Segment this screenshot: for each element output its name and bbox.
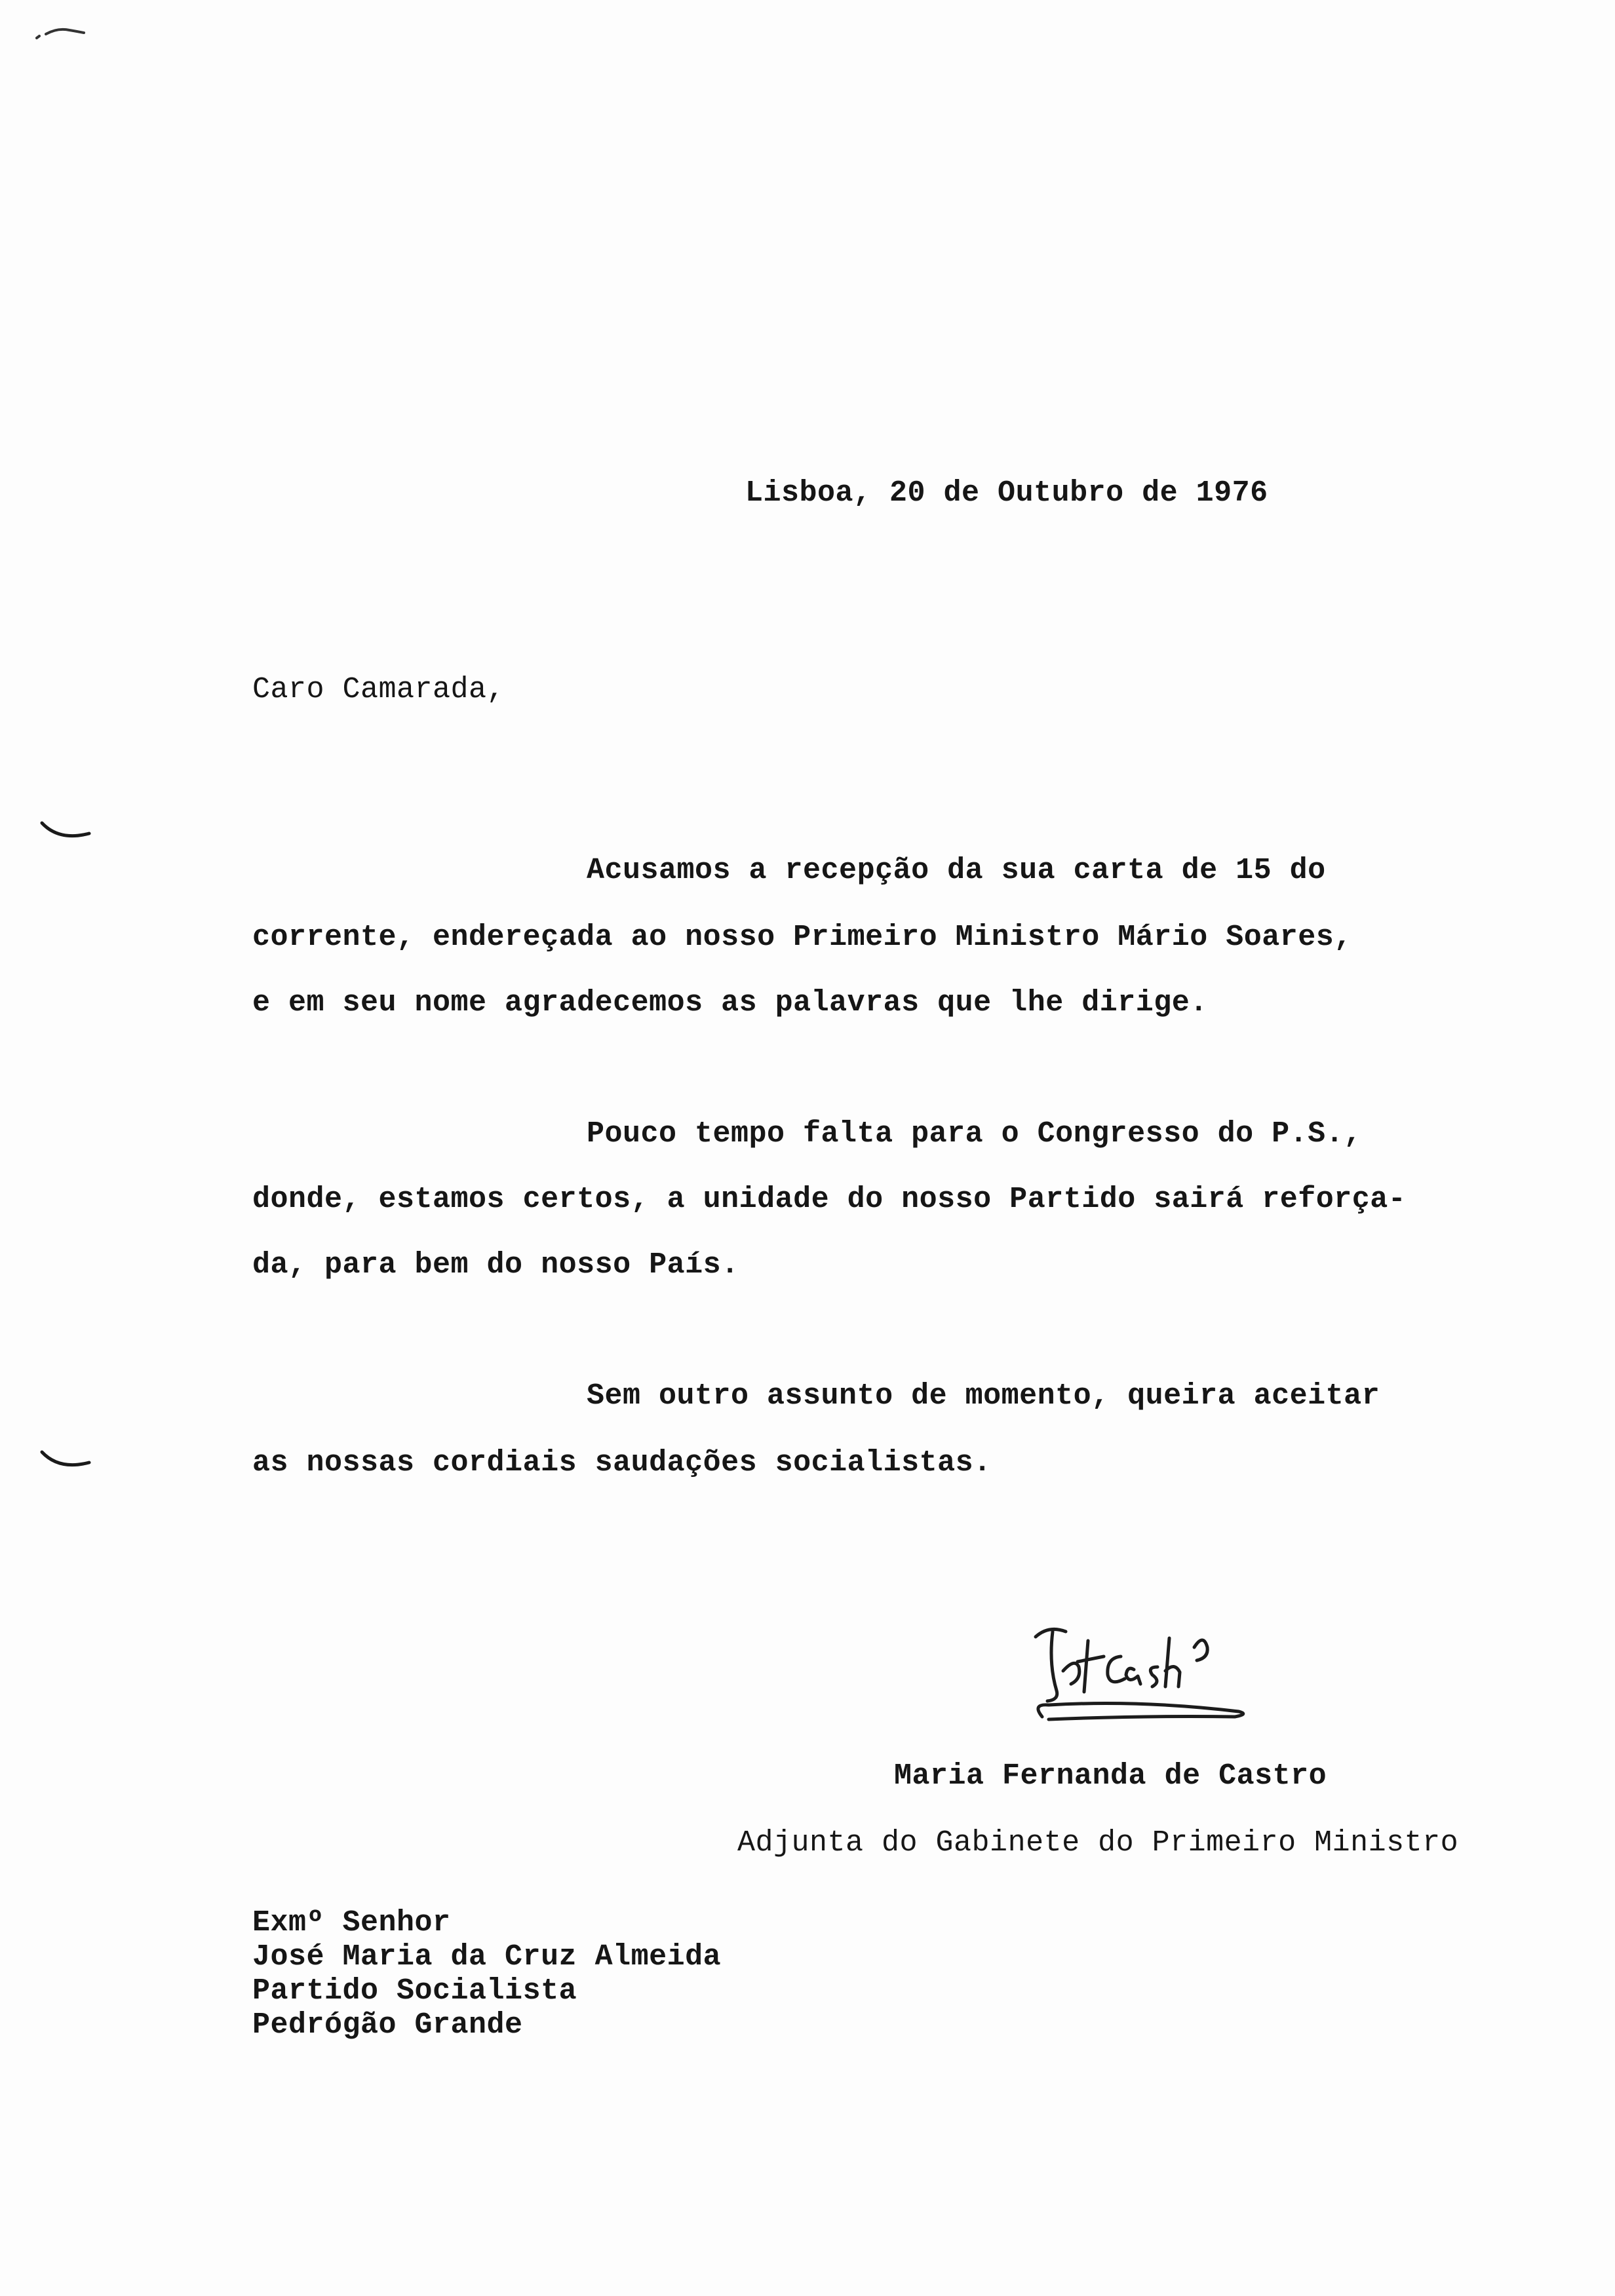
addressee-line-2: José Maria da Cruz Almeida — [252, 1940, 722, 1974]
handwritten-signature-icon — [1022, 1618, 1272, 1736]
date-line: Lisboa, 20 de Outubro de 1976 — [745, 476, 1268, 510]
paragraph-3-line-2: as nossas cordiais saudações socialistas. — [252, 1446, 992, 1480]
addressee-line-4: Pedrógão Grande — [252, 2008, 523, 2042]
scan-speck — [31, 18, 90, 45]
addressee-line-3: Partido Socialista — [252, 1974, 577, 2008]
paragraph-1-line-2: corrente, endereçada ao nosso Primeiro Ministro Mário Soares, — [252, 921, 1352, 954]
addressee-line-1: Exmº Senhor — [252, 1906, 451, 1940]
salutation: Caro Camarada, — [252, 673, 505, 706]
punch-hole-mark-top — [39, 819, 92, 845]
paragraph-2-line-2: donde, estamos certos, a unidade do nosso Partido sairá reforça- — [252, 1183, 1407, 1216]
paragraph-3-line-1: Sem outro assunto de momento, queira aceitar — [587, 1379, 1380, 1413]
paragraph-2-line-1: Pouco tempo falta para o Congresso do P.S., — [587, 1117, 1362, 1151]
signatory-title: Adjunta do Gabinete do Primeiro Ministro — [737, 1826, 1459, 1860]
signatory-name: Maria Fernanda de Castro — [894, 1759, 1327, 1793]
punch-hole-mark-bottom — [39, 1448, 92, 1474]
paragraph-1-line-1: Acusamos a recepção da sua carta de 15 do — [587, 854, 1326, 887]
paragraph-1-line-3: e em seu nome agradecemos as palavras que lhe dirige. — [252, 986, 1208, 1020]
paragraph-2-line-3: da, para bem do nosso País. — [252, 1248, 739, 1282]
